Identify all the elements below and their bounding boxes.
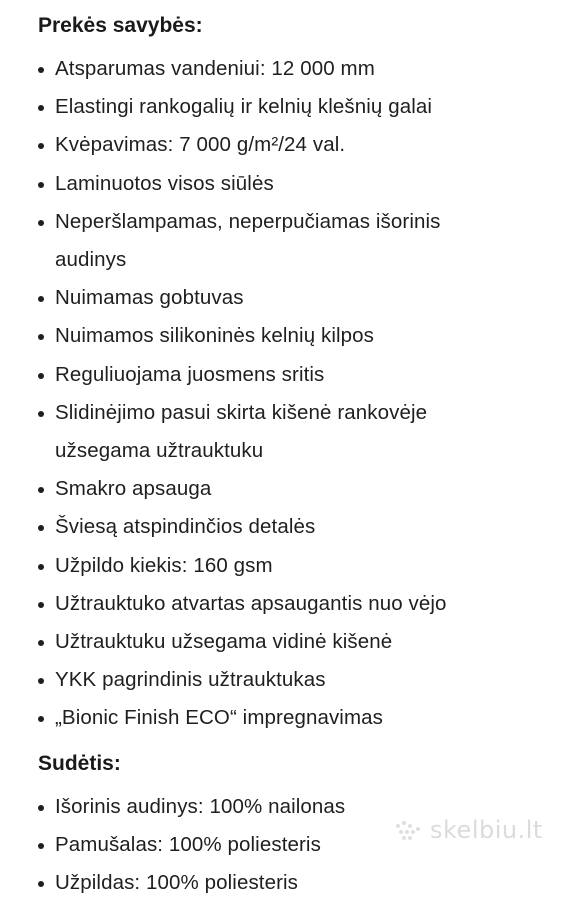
watermark bbox=[392, 816, 543, 844]
bullet-icon bbox=[38, 525, 44, 531]
list-item-text: Šviesą atspindinčios detalės bbox=[55, 515, 316, 539]
bullet-icon bbox=[38, 67, 44, 73]
list-item bbox=[38, 165, 578, 203]
bullet-icon bbox=[38, 296, 44, 302]
list-item bbox=[38, 394, 578, 470]
list-item-text: audinys bbox=[55, 248, 127, 272]
list-item-text: užsegama užtrauktuku bbox=[55, 439, 264, 463]
list-item-text: Užpildo kiekis: 160 gsm bbox=[55, 553, 273, 577]
list-item-text: Neperšlampamas, neperpučiamas išorinis bbox=[55, 209, 441, 233]
list-item-text: Užtrauktuko atvartas apsaugantis nuo vėjo bbox=[55, 591, 447, 615]
bullet-icon bbox=[38, 805, 44, 811]
bullet-icon bbox=[38, 881, 44, 887]
list-item-text: Išorinis audinys: 100% nailonas bbox=[55, 794, 346, 818]
list-item bbox=[38, 126, 578, 164]
list-item bbox=[38, 470, 578, 508]
list-item bbox=[38, 508, 578, 546]
list-item bbox=[38, 864, 578, 902]
list-item-text: Užpildas: 100% poliesteris bbox=[55, 871, 299, 895]
skelbiu-logo-icon bbox=[392, 818, 426, 842]
list-item bbox=[38, 585, 578, 623]
bullet-icon bbox=[38, 143, 44, 149]
list-item bbox=[38, 623, 578, 661]
list-item-text: Nuimamos silikoninės kelnių kilpos bbox=[55, 324, 374, 348]
composition-list bbox=[38, 788, 578, 902]
list-item bbox=[38, 661, 578, 699]
watermark-text: skelbiu.lt bbox=[430, 816, 543, 844]
list-item bbox=[38, 279, 578, 317]
bullet-icon bbox=[38, 716, 44, 722]
list-item-text: Pamušalas: 100% poliesteris bbox=[55, 832, 321, 856]
bullet-icon bbox=[38, 182, 44, 188]
list-item bbox=[38, 547, 578, 585]
features-heading: Prekės savybės: bbox=[38, 14, 203, 37]
list-item-text: Atsparumas vandeniui: 12 000 mm bbox=[55, 57, 375, 80]
product-description bbox=[38, 10, 578, 902]
bullet-icon bbox=[38, 105, 44, 111]
features-list bbox=[38, 50, 578, 738]
list-item-text: Nuimamas gobtuvas bbox=[55, 286, 244, 310]
list-item bbox=[38, 317, 578, 355]
list-item-text: Smakro apsauga bbox=[55, 477, 212, 501]
list-item-text: Kvėpavimas: 7 000 g/m²/24 val. bbox=[55, 133, 346, 157]
list-item-text: „Bionic Finish ECO“ impregnavimas bbox=[55, 706, 383, 730]
composition-heading: Sudėtis: bbox=[38, 751, 121, 775]
list-item-text: YKK pagrindinis užtrauktukas bbox=[55, 668, 326, 692]
bullet-icon bbox=[38, 564, 44, 570]
bullet-icon bbox=[38, 640, 44, 646]
list-item bbox=[38, 88, 578, 126]
bullet-icon bbox=[38, 220, 44, 226]
bullet-icon bbox=[38, 334, 44, 340]
bullet-icon bbox=[38, 678, 44, 684]
bullet-icon bbox=[38, 411, 44, 417]
list-item-text: Reguliuojama juosmens sritis bbox=[55, 362, 325, 386]
bullet-icon bbox=[38, 487, 44, 493]
list-item bbox=[38, 203, 578, 279]
bullet-icon bbox=[38, 843, 44, 849]
list-item bbox=[38, 699, 578, 737]
list-item bbox=[38, 356, 578, 394]
list-item-text: Slidinėjimo pasui skirta kišenė rankovėje bbox=[55, 400, 428, 424]
list-item-text: Laminuotos visos siūlės bbox=[55, 171, 274, 195]
list-item bbox=[38, 50, 578, 88]
list-item-text: Elastingi rankogalių ir kelnių klešnių galai bbox=[55, 95, 433, 119]
bullet-icon bbox=[38, 373, 44, 379]
list-item-text: Užtrauktuku užsegama vidinė kišenė bbox=[55, 630, 393, 654]
bullet-icon bbox=[38, 602, 44, 608]
